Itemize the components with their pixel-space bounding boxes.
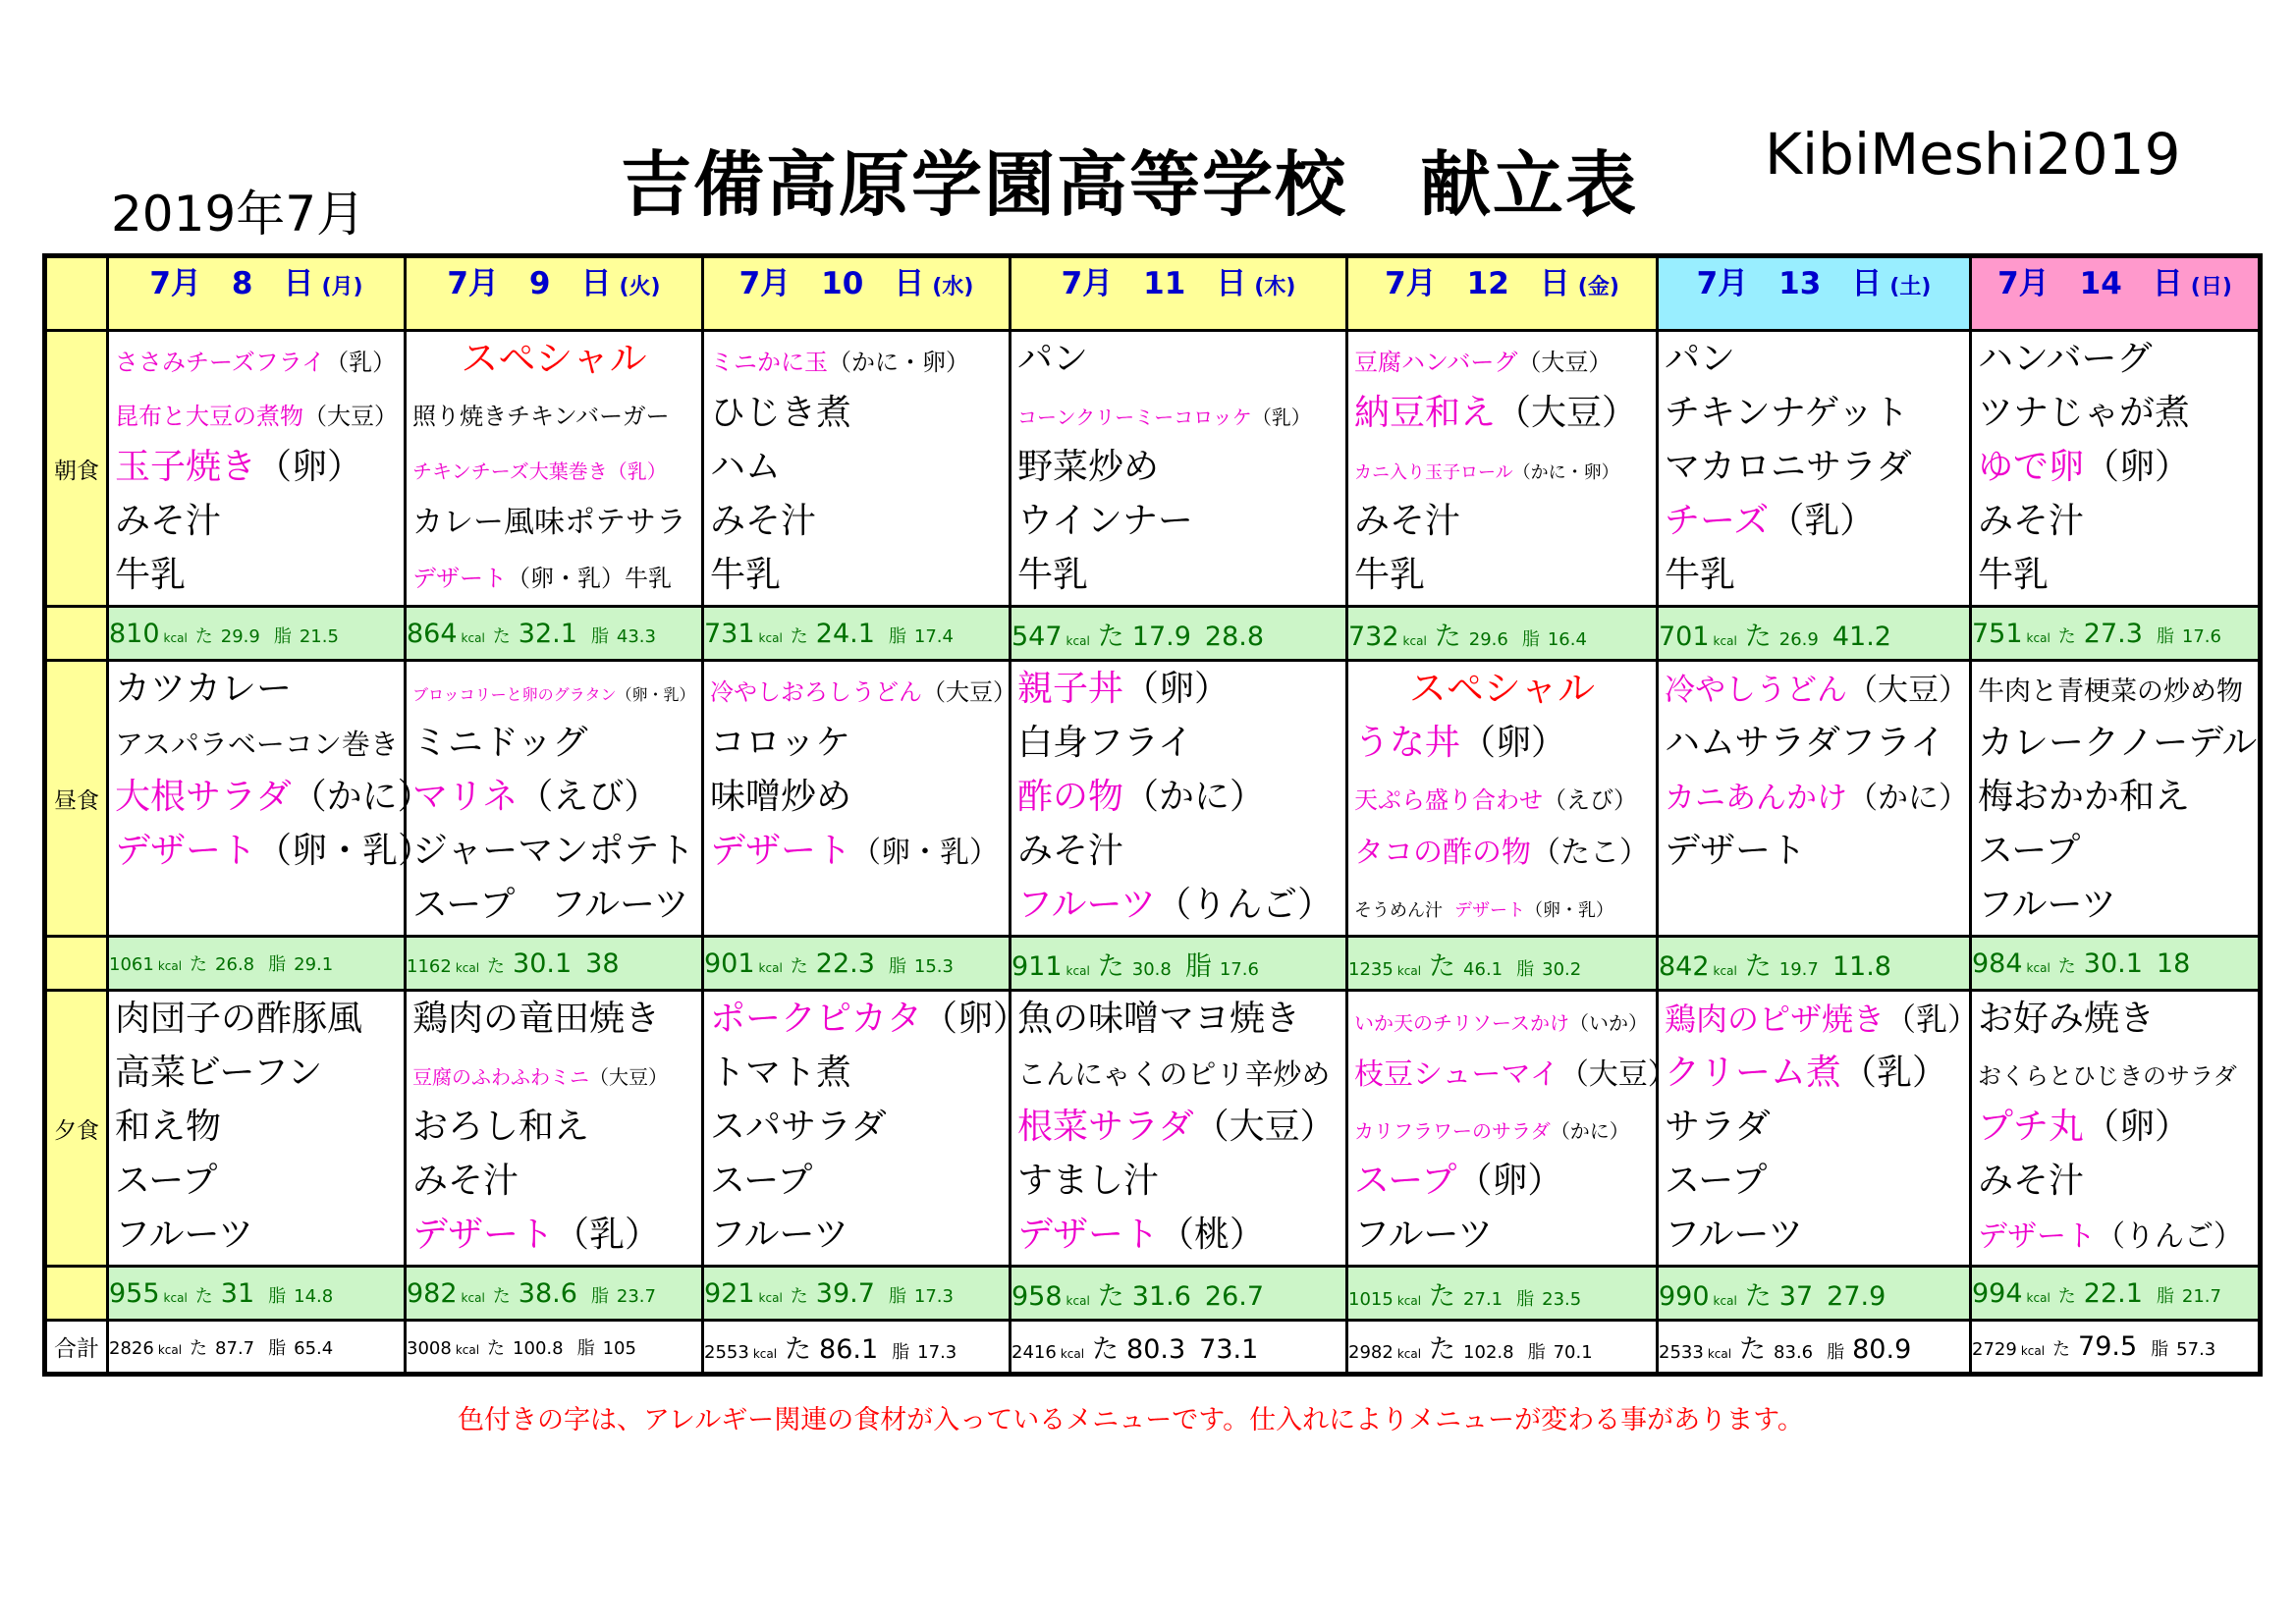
nutrition-cell: 842 kcal た 19.7 11.8 <box>1658 937 1971 991</box>
date-header-row <box>45 256 2261 331</box>
lunch-nutrition-row <box>45 937 2261 991</box>
date-header-sunday: 7月 14 日 (日) <box>1971 256 2261 331</box>
menu-cell: ブロッコリーと卵のグラタン（卵・乳） ミニドッグ マリネ（えび） ジャーマンポテト スープ フルーツ <box>406 661 703 937</box>
date-header-saturday: 7月 13 日 (土) <box>1658 256 1971 331</box>
nutrition-cell: 901 kcal た 22.3 脂 15.3 <box>703 937 1011 991</box>
menu-cell: ポークピカタ（卵） トマト煮 スパサラダ スープ フルーツ <box>703 991 1011 1267</box>
menu-cell: 冷やしおろしうどん（大豆） コロッケ 味噌炒め デザート（卵・乳） <box>703 661 1011 937</box>
nutrition-cell: 732 kcal た 29.6 脂 16.4 <box>1347 607 1658 661</box>
nutrition-cell: 547 kcal た 17.9 28.8 <box>1011 607 1347 661</box>
total-cell: 3008 kcal た 100.8 脂 105 <box>406 1321 703 1375</box>
menu-cell: パン コーンクリーミーコロッケ（乳） 野菜炒め ウインナー 牛乳 <box>1011 331 1347 607</box>
brand-label: KibiMeshi2019 <box>1765 121 2181 188</box>
menu-cell: 親子丼（卵） 白身フライ 酢の物（かに） みそ汁 フルーツ（りんご） <box>1011 661 1347 937</box>
date-header: 7月 12 日 (金) <box>1347 256 1658 331</box>
month-label: 2019年7月 <box>111 186 366 243</box>
menu-cell: 魚の味噌マヨ焼き こんにゃくのピリ辛炒め 根菜サラダ（大豆） すまし汁 デザート（桃） <box>1011 991 1347 1267</box>
menu-cell: ささみチーズフライ（乳） 昆布と大豆の煮物（大豆） 玉子焼き（卵） みそ汁 牛乳 <box>108 331 406 607</box>
total-label: 合計 <box>45 1321 108 1375</box>
breakfast-row <box>45 331 2261 607</box>
nutrition-cell: 731 kcal た 24.1 脂 17.4 <box>703 607 1011 661</box>
corner-cell <box>45 256 108 331</box>
nutrition-cell: 810 kcal た 29.9 脂 21.5 <box>108 607 406 661</box>
date-header: 7月 8 日 (月) <box>108 256 406 331</box>
nutrition-cell: 1235 kcal た 46.1 脂 30.2 <box>1347 937 1658 991</box>
menu-cell: カツカレー アスパラベーコン巻き 大根サラダ（かに） デザート（卵・乳） <box>108 661 406 937</box>
menu-cell: 冷やしうどん（大豆） ハムサラダフライ カニあんかけ（かに） デザート <box>1658 661 1971 937</box>
page-title: 吉備高原学園高等学校 献立表 <box>621 143 1639 226</box>
menu-cell: いか天のチリソースかけ（いか） 枝豆シューマイ（大豆） カリフラワーのサラダ（かに） スープ（卵） フルーツ <box>1347 991 1658 1267</box>
nutrition-cell: 701 kcal た 26.9 41.2 <box>1658 607 1971 661</box>
total-row <box>45 1321 2261 1375</box>
nutrition-cell: 921 kcal た 39.7 脂 17.3 <box>703 1267 1011 1321</box>
lunch-label: 昼食 <box>45 661 108 937</box>
date-header: 7月 10 日 (水) <box>703 256 1011 331</box>
menu-cell: ハンバーグ ツナじゃが煮 ゆで卵（卵） みそ汁 牛乳 <box>1971 331 2261 607</box>
menu-cell: お好み焼き おくらとひじきのサラダ プチ丸（卵） みそ汁 デザート（りんご） <box>1971 991 2261 1267</box>
nutrition-cell: 911 kcal た 30.8 脂 17.6 <box>1011 937 1347 991</box>
menu-cell: パン チキンナゲット マカロニサラダ チーズ（乳） 牛乳 <box>1658 331 1971 607</box>
allergen-note: 色付きの字は、アレルギー関連の食材が入っているメニューです。仕入れによりメニューが変わる事があります。 <box>458 1405 1804 1435</box>
nutrition-cell: 864 kcal た 32.1 脂 43.3 <box>406 607 703 661</box>
nutrition-cell: 955 kcal た 31 脂 14.8 <box>108 1267 406 1321</box>
menu-cell: ミニかに玉（かに・卵） ひじき煮 ハム みそ汁 牛乳 <box>703 331 1011 607</box>
breakfast-label: 朝食 <box>45 331 108 607</box>
menu-cell: 肉団子の酢豚風 高菜ビーフン 和え物 スープ フルーツ <box>108 991 406 1267</box>
menu-cell: 牛肉と青梗菜の炒め物 カレークノーデル 梅おかか和え スープ フルーツ <box>1971 661 2261 937</box>
menu-cell: 鶏肉のピザ焼き（乳） クリーム煮（乳） サラダ スープ フルーツ <box>1658 991 1971 1267</box>
breakfast-nutrition-row <box>45 607 2261 661</box>
dinner-nutrition-row <box>45 1267 2261 1321</box>
menu-cell: スペシャル 照り焼きチキンバーガー チキンチーズ大葉巻き（乳） カレー風味ポテサラ デザート（卵・乳）牛乳 <box>406 331 703 607</box>
total-cell: 2553 kcal た 86.1 脂 17.3 <box>703 1321 1011 1375</box>
nutrition-cell: 1015 kcal た 27.1 脂 23.5 <box>1347 1267 1658 1321</box>
total-cell: 2826 kcal た 87.7 脂 65.4 <box>108 1321 406 1375</box>
menu-cell: スペシャル うな丼（卵） 天ぷら盛り合わせ（えび） タコの酢の物（たこ） そうめん汁 デザート（卵・乳） <box>1347 661 1658 937</box>
menu-table <box>42 253 2263 1377</box>
dinner-label: 夕食 <box>45 991 108 1267</box>
nutrition-cell: 958 kcal た 31.6 26.7 <box>1011 1267 1347 1321</box>
nutrition-cell: 990 kcal た 37 27.9 <box>1658 1267 1971 1321</box>
nutrition-cell: 751 kcal た 27.3 脂 17.6 <box>1971 607 2261 661</box>
nutrition-cell: 1061 kcal た 26.8 脂 29.1 <box>108 937 406 991</box>
lunch-row <box>45 661 2261 937</box>
total-cell: 2982 kcal た 102.8 脂 70.1 <box>1347 1321 1658 1375</box>
nutrition-cell: 982 kcal た 38.6 脂 23.7 <box>406 1267 703 1321</box>
total-cell: 2416 kcal た 80.3 73.1 <box>1011 1321 1347 1375</box>
nutrition-cell: 1162 kcal た 30.1 38 <box>406 937 703 991</box>
date-header: 7月 11 日 (木) <box>1011 256 1347 331</box>
nutrition-cell: 984 kcal た 30.1 18 <box>1971 937 2261 991</box>
menu-cell: 豆腐ハンバーグ（大豆） 納豆和え（大豆） カニ入り玉子ロール（かに・卵） みそ汁 牛乳 <box>1347 331 1658 607</box>
dinner-row <box>45 991 2261 1267</box>
date-header: 7月 9 日 (火) <box>406 256 703 331</box>
menu-cell: 鶏肉の竜田焼き 豆腐のふわふわミニ（大豆） おろし和え みそ汁 デザート（乳） <box>406 991 703 1267</box>
total-cell: 2533 kcal た 83.6 脂 80.9 <box>1658 1321 1971 1375</box>
nutrition-cell: 994 kcal た 22.1 脂 21.7 <box>1971 1267 2261 1321</box>
total-cell: 2729 kcal た 79.5 脂 57.3 <box>1971 1321 2261 1375</box>
